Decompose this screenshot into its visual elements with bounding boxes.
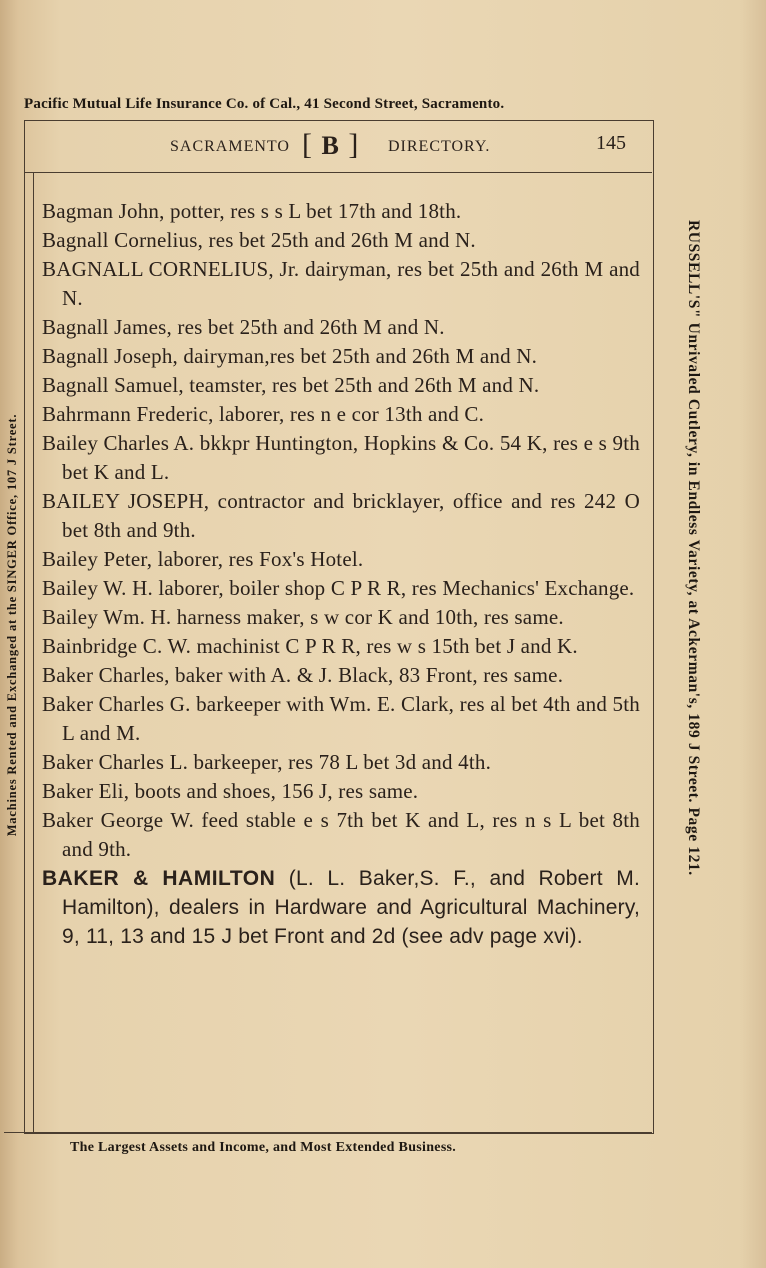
directory-entry: BAILEY JOSEPH, contractor and bricklayer, office and res 242 O bet 8th and 9th. <box>42 489 640 542</box>
featured-entry-name: BAKER & HAMILTON <box>42 867 276 890</box>
header-rule <box>24 172 652 173</box>
directory-entry: Bagnall Joseph, dairyman,res bet 25th and 26th M and N. <box>42 344 538 368</box>
directory-entry: BAGNALL CORNELIUS, Jr. dairyman, res bet 25th and 26th M and N. <box>42 257 640 310</box>
bottom-advertisement: The Largest Assets and Income, and Most Extended Business. <box>70 1140 457 1155</box>
directory-entry: Bagnall Samuel, teamster, res bet 25th and 26th M and N. <box>42 373 540 397</box>
page-number: 145 <box>596 132 626 154</box>
directory-entry: Baker Eli, boots and shoes, 156 J, res same. <box>42 779 419 803</box>
directory-entry: Bahrmann Frederic, laborer, res n e cor 13th and C. <box>42 402 485 426</box>
header-bracket-close: ] <box>348 128 360 161</box>
left-margin-advertisement: Machines Rented and Exchanged at the SINGER Office, 107 J Street. <box>5 413 19 837</box>
directory-entry: Bailey Peter, laborer, res Fox's Hotel. <box>42 547 364 571</box>
top-advertisement: Pacific Mutual Life Insurance Co. of Cal., 41 Second Street, Sacramento. <box>24 96 505 112</box>
directory-entry: Bailey Charles A. bkkpr Huntington, Hopkins & Co. 54 K, res e s 9th bet K and L. <box>42 431 640 484</box>
directory-entry: Baker Charles, baker with A. & J. Black, 83 Front, res same. <box>42 663 564 687</box>
directory-entry: Bainbridge C. W. machinist C P R R, res w s 15th bet J and K. <box>42 634 578 658</box>
bottom-rule <box>4 1132 652 1133</box>
directory-entry-featured <box>42 864 640 951</box>
right-margin-advertisement: RUSSELL'S" Unrivaled Cutlery, in Endless Variety, at Ackerman's, 189 J Street. Page 121. <box>685 220 702 876</box>
inner-left-rule <box>33 172 34 1132</box>
directory-entry: Bagnall Cornelius, res bet 25th and 26th M and N. <box>42 228 476 252</box>
header-city: SACRAMENTO <box>170 138 290 155</box>
directory-entry: Baker Charles G. barkeeper with Wm. E. Clark, res al bet 4th and 5th L and M. <box>42 692 640 745</box>
directory-entry: Bailey W. H. laborer, boiler shop C P R R, res Mechanics' Exchange. <box>42 576 635 600</box>
featured-entry-text: (L. L. Baker,S. F., and Robert M. Hamilton), dealers in Hardware and Agricultural Machinery, 9, 11, 13 and 15 J bet Front and 2d (see adv page xvi). <box>62 867 640 948</box>
running-header <box>24 128 652 168</box>
directory-entry: Baker Charles L. barkeeper, res 78 L bet 3d and 4th. <box>42 750 492 774</box>
directory-entry: Bagman John, potter, res s s L bet 17th and 18th. <box>42 199 462 223</box>
header-letter: B <box>321 131 340 160</box>
directory-entries <box>42 197 640 951</box>
header-letter-group <box>302 128 359 162</box>
directory-entry: Baker George W. feed stable e s 7th bet K and L, res n s L bet 8th and 9th. <box>42 808 640 861</box>
directory-entry: Bailey Wm. H. harness maker, s w cor K and 10th, res same. <box>42 605 564 629</box>
header-bracket-open: [ <box>302 128 313 161</box>
header-directory: DIRECTORY. <box>388 138 491 155</box>
directory-entry: Bagnall James, res bet 25th and 26th M and N. <box>42 315 445 339</box>
